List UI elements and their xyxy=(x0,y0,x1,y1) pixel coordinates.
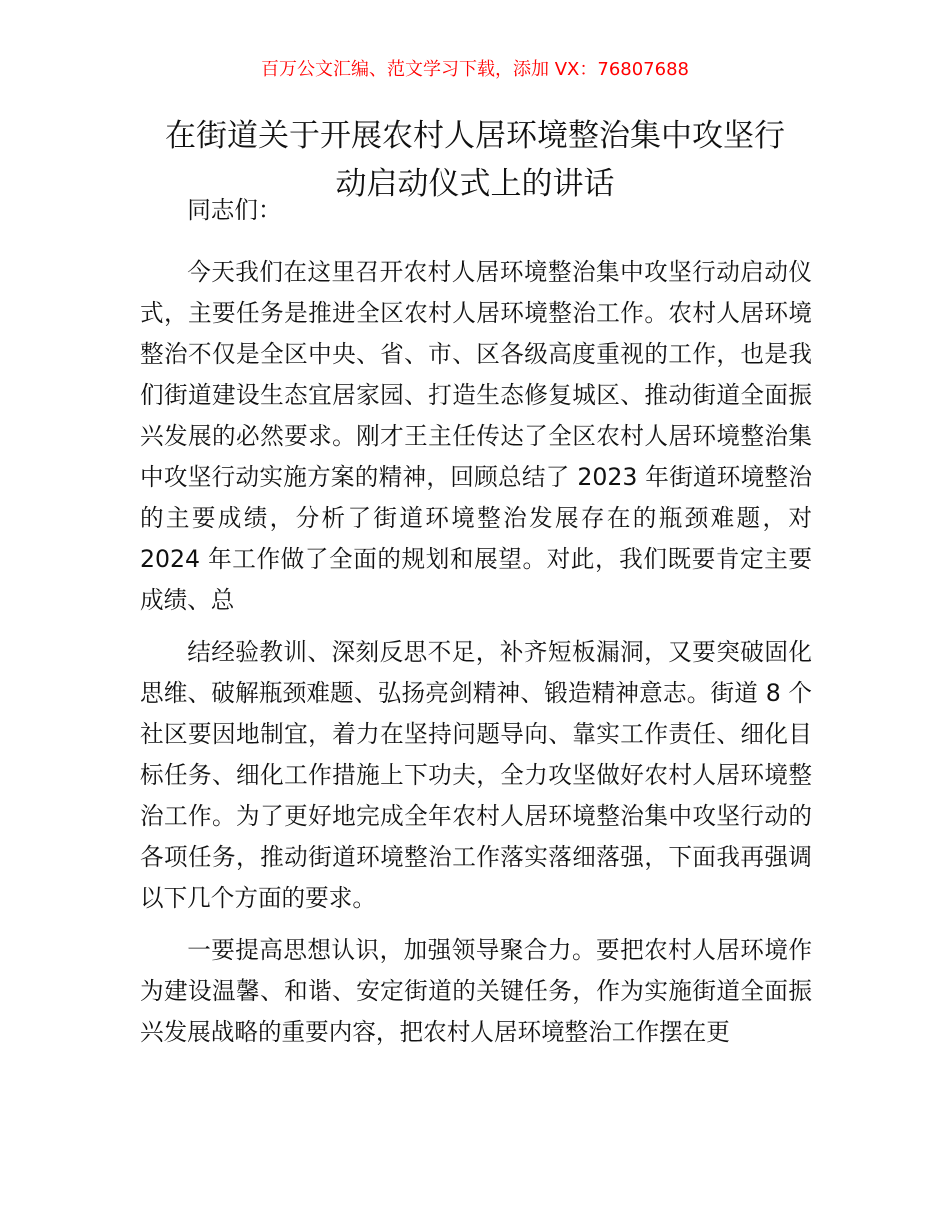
paragraph-2: 结经验教训、深刻反思不足，补齐短板漏洞，又要突破固化思维、破解瓶颈难题、弘扬亮剑精神、锻造精神意志。街道 8 个社区要因地制宜，着力在坚持问题导向、靠实工作责任、细化目标任务、细化工作措施上下功夫，全力攻坚做好农村人居环境整治工作。为了更好地完成全年农村人居环境整治集中攻坚行动的各项任务，推动街道环境整治工作落实落细落强，下面我再强调以下几个方面的要求。 xyxy=(140,638,812,912)
title-line-2: 动启动仪式上的讲话 xyxy=(335,166,615,202)
title-line-1: 在街道关于开展农村人居环境整治集中攻坚行 xyxy=(165,118,785,154)
paragraph-3: 一要提高思想认识，加强领导聚合力。要把农村人居环境作为建设温馨、和谐、安定街道的关键任务，作为实施街道全面振兴发展战略的重要内容，把农村人居环境整治工作摆在更 xyxy=(140,936,812,1046)
salutation: 同志们： xyxy=(187,196,282,224)
document-body xyxy=(140,190,812,1064)
paragraph-1: 今天我们在这里召开农村人居环境整治集中攻坚行动启动仪式，主要任务是推进全区农村人居环境整治工作。农村人居环境整治不仅是全区中央、省、市、区各级高度重视的工作，也是我们街道建设生态宜居家园、打造生态修复城区、推动街道全面振兴发展的必然要求。刚才王主任传达了全区农村人居环境整治集中攻坚行动实施方案的精神，回顾总结了 2023 年街道环境整治的主要成绩，分析了街道环境整治发展存在的瓶颈难题，对 2024 年工作做了全面的规划和展望。对此，我们既要肯定主要成绩、总 xyxy=(140,258,812,614)
header-notice: 百万公文汇编、范文学习下载，添加 VX：76807688 xyxy=(261,59,689,80)
